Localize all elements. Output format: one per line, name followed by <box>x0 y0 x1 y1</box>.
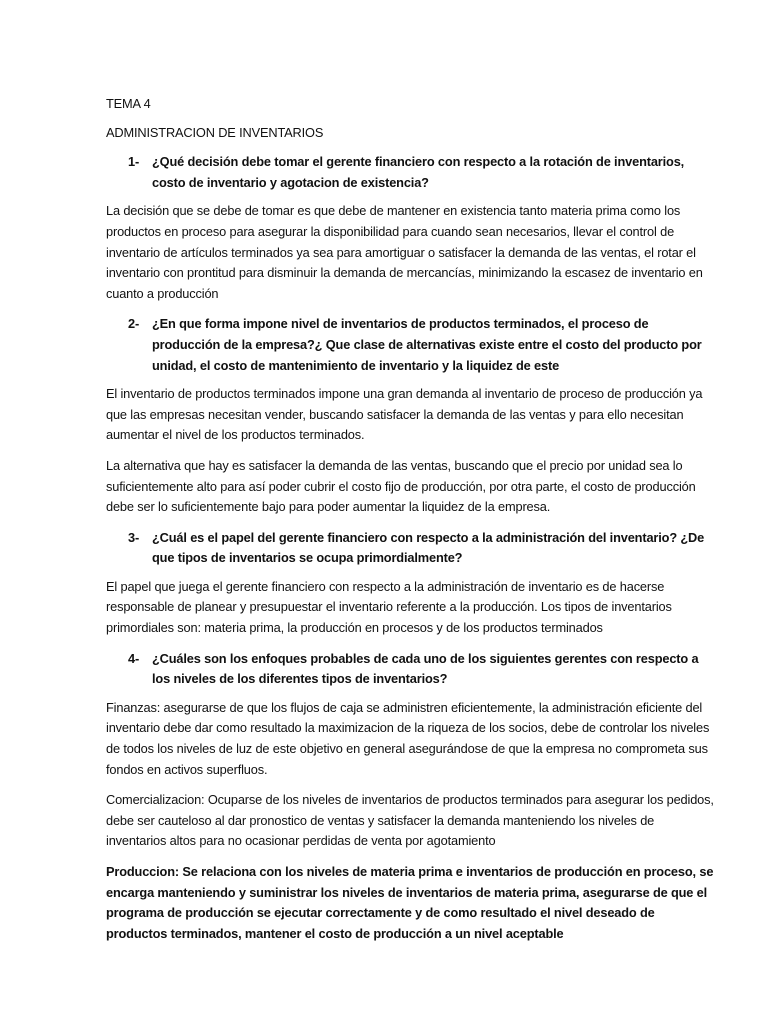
question-1 <box>106 152 716 193</box>
produccion-label: Produccion: <box>106 864 180 879</box>
topic-number: TEMA 4 <box>106 96 151 111</box>
question-3 <box>106 528 716 569</box>
answer-2-paragraph-2: La alternativa que hay es satisfacer la demanda de las ventas, buscando que el precio por unidad sea lo suficientemente alto para así poder cubrir el costo fijo de producción, por otra parte, el costo de producción debe ser lo suficientemente bajo para poder aumentar la liquidez de la empresa. <box>106 457 696 515</box>
question-2 <box>106 314 716 376</box>
question-2-text: ¿En que forma impone nivel de inventarios de productos terminados, el proceso de producción de la empresa?¿ Que clase de alternativas existe entre el costo del producto por unidad, el costo de mantenimiento de inventario y la liquidez de este <box>152 316 702 373</box>
produccion-text: Se relaciona con los niveles de materia prima e inventarios de producción en proceso, se encarga manteniendo y suministrar los niveles de inventarios de materia prima, asegurarse de que el programa de producción se ejecutar correctamente y de como resultado el nivel deseado de productos terminados, mantener el costo de producción a un nivel aceptable <box>106 864 714 941</box>
produccion-paragraph <box>106 862 716 944</box>
answer-2-paragraph-1: El inventario de productos terminados impone una gran demanda al inventario de proceso de producción ya que las empresas necesitan vender, buscando satisfacer la demanda de las ventas y para ello necesitan aumentar el nivel de los productos terminados. <box>106 386 703 443</box>
question-4-text: ¿Cuáles son los enfoques probables de cada uno de los siguientes gerentes con respecto a los niveles de los diferentes tipos de inventarios? <box>152 650 699 687</box>
question-1-number: 1- <box>128 154 140 170</box>
comercializacion-paragraph <box>106 790 716 852</box>
finanzas-paragraph <box>106 698 716 780</box>
question-4 <box>106 649 716 690</box>
question-4-number: 4- <box>128 650 140 666</box>
comercializacion-label: Comercializacion: <box>106 792 205 808</box>
question-3-number: 3- <box>128 529 140 545</box>
comercializacion-text: Ocuparse de los niveles de inventarios de productos terminados para asegurar los pedidos, debe ser cauteloso al dar pronostico de ventas y satisfacer la demanda manteniendo los niveles de inventarios altos para no ocasionar perdidas de venta por agotamiento <box>106 792 714 849</box>
question-1-text: ¿Qué decisión debe tomar el gerente financiero con respecto a la rotación de inventarios, costo de inventario y agotacion de existencia? <box>152 154 685 190</box>
document-title: ADMINISTRACION DE INVENTARIOS <box>106 124 324 140</box>
question-3-text: ¿Cuál es el papel del gerente financiero con respecto a la administración del inventario? ¿De que tipos de inventarios se ocupa primordialmente? <box>152 529 705 566</box>
finanzas-text: asegurarse de que los flujos de caja se administren eficientemente, la administración eficiente del inventario debe dar como resultado la maximizacion de la riqueza de los socios, debe de controlar los niveles de todos los niveles de luz de este objetivo en general asegurándose de que la empresa no comprometa sus fondos en activos superfluos. <box>106 699 710 777</box>
finanzas-label: Finanzas: <box>106 699 161 715</box>
answer-3: El papel que juega el gerente financiero con respecto a la administración de inventario es de hacerse responsable de planear y presupuestar el inventario referente a la producción. Los tipos de inventarios primordiales son: materia prima, la producción en procesos y de los productos terminados <box>106 578 672 636</box>
answer-1: La decisión que se debe de tomar es que debe de mantener en existencia tanto materia prima como los productos en proceso para asegurar la disponibilidad para cuando sean necesarios, llevar el control de inventario de artículos terminados ya sea para amortiguar o satisfacer la demanda de las ventas, el rotar el inventario con prontitud para disminuir la demanda de mercancías, minimizando la escasez de inventario en cuanto a producción <box>106 203 703 301</box>
question-2-number: 2- <box>128 316 140 332</box>
